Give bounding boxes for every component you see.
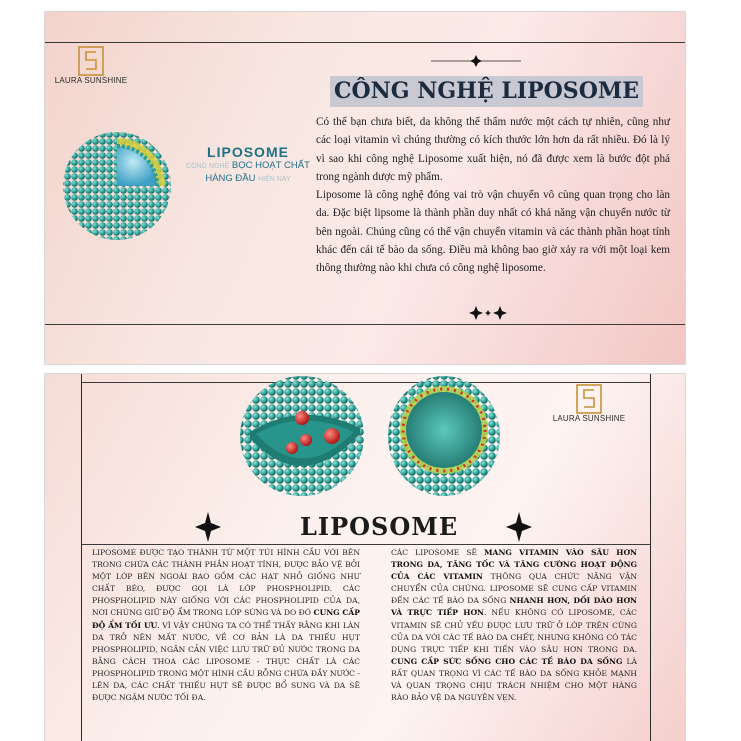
brand-name-2: LAURA SUNSHINE: [552, 414, 626, 423]
left-col-text-1: LIPOSOME ĐƯỢC TẠO THÀNH TỪ MỘT TÚI HÌNH CẦU VỚI BÊN TRONG CHỨA CÁC THÀNH PHẦN HOẠT TÍNH, ĐƯỢC BẢO VỆ BỞI MỘT LỚP BÊN NGOÀI BAO GỒM CÁC HẠT NHỎ GIỐNG NHƯ CHẤT BÉO, ĐƯỢC GỌI LÀ LỚP PHOSPHOLIPID. CÁC PHOSPHOLIPID NÀY GIỐNG VỚI CÁC PHOSPHOLIPID CỦA DA, NƠI CHÚNG GIỮ ĐỘ ẨM TRONG LỚP SỪNG VÀ DO ĐÓ: [92, 548, 360, 618]
left-col-bold-1: CUNG CẤP ĐỘ ẨM TỐI ƯU: [92, 608, 360, 630]
ornament-divider-icon: [431, 55, 521, 67]
caption-title: LIPOSOME: [207, 144, 289, 160]
brand-logo-icon: [78, 46, 104, 76]
liposome-caption: [153, 144, 343, 186]
right-col-bold-2: NHANH HƠN, DỒI DÀO HƠN VÀ TRỰC TIẾP HƠN: [391, 596, 638, 618]
sparkle-stars-icon: [469, 305, 507, 321]
intro-paragraph-1: Có thể bạn chưa biết, da không thể thẩm nước một cách tự nhiên, cũng như các loại vitamin vì chúng thường có kích thước lớn hơn da rất nhiều. Đó là lý vì sao khi công nghệ Liposome xuất hiện, nó đã được xem là bước đột phá trong ngành dược mỹ phẩm.: [316, 116, 670, 183]
bottom-divider: [45, 324, 685, 325]
right-frame-line: [650, 374, 651, 741]
caption-faint-2: HIỆN NAY: [258, 176, 291, 183]
laura-sunshine-logo: [51, 46, 131, 85]
right-col-text-3: . NẾU KHÔNG CÓ LIPOSOME, CÁC VITAMIN SẼ CHỦ YẾU ĐƯỢC LƯU TRỮ Ở LỚP TRÊN CÙNG CỦA DA VỚI CÁC TẾ BÀO DA CHẾT, NHƯNG KHÔNG CÓ TÁC DỤNG TRỰC TIẾP KHI TIẾN VÀO SÂU HƠN TRONG DA.: [391, 608, 637, 654]
left-col-text-2: . VÌ VẬY CHÚNG TA CÓ THỂ THẤY RẰNG KHI LÀN DA TRỞ NÊN MẤT NƯỚC, VỀ CƠ BẢN LÀ DA THIẾU HỤT PHOSPHOLIPID, NGĂN CẢN VIỆC LƯU TRỮ ĐỦ NƯỚC TRONG DA BẰNG CÁCH THOA CÁC LIPOSOME - THỰC CHẤT LÀ CÁC PHOSPHOLIPID TRONG MỘT HÌNH CẦU RỖNG CHỨA ĐẦY NƯỚC - LÊN DA, CÁC CHẤT THIẾU HỤT SẼ ĐƯỢC BỔ SUNG VÀ DA SẼ ĐƯỢC NGẬM NƯỚC TỐI ĐA.: [92, 620, 360, 703]
caption-line-1: BỌC HOẠT CHẤT: [231, 160, 310, 171]
right-col-text-1: CÁC LIPOSOME SẼ: [391, 548, 485, 557]
left-text-column: [92, 547, 360, 704]
caption-line-2: HÀNG ĐẦU: [205, 173, 256, 184]
liposome-sphere-cross-section: [384, 372, 504, 502]
right-col-text-2: THÔNG QUA CHỨC NĂNG VẬN CHUYỂN CỦA CHÚNG. LIPOSOME SẼ CUNG CẤP VITAMIN ĐẾN CÁC TẾ BÀO DA SỐNG: [391, 572, 638, 606]
right-col-text-4: LÀ RẤT QUAN TRỌNG VÌ CÁC TẾ BÀO DA SỐNG KHỎE MẠNH VÀ QUAN TRỌNG CHỊU TRÁCH NHIỆM CHO MỘT HÀNG RÀO BẢO VỆ DA NGUYÊN VẸN.: [391, 656, 637, 703]
right-text-column: [391, 547, 637, 704]
brand-name: LAURA SUNSHINE: [54, 76, 128, 85]
frame-mid-line: [81, 544, 651, 545]
sparkle-left-icon: [195, 512, 221, 542]
right-col-bold-3: CUNG CẤP SỨC SỐNG CHO CÁC TẾ BÀO DA SỐNG: [391, 656, 623, 666]
top-divider: [45, 42, 685, 43]
laura-sunshine-logo-2: [542, 384, 636, 423]
caption-faint-1: CÔNG NGHỆ: [186, 163, 230, 170]
brand-logo-icon-2: [576, 384, 602, 414]
intro-paragraph-2: Liposome là công nghệ đóng vai trò vận chuyển vô cùng quan trọng cho làn da. Đặc biệt lipsome là thành phần duy nhất có khả năng vận chuyển nước từ bên ngoài. Chúng cũng có thể vận chuyển vitamin và các thành phần hoạt tính khác đến cái tế bào da sống. Điều mà không bao giờ xảy ra với một loại kem thông thường nào khi chưa có công nghệ liposome.: [316, 189, 670, 275]
left-frame-line: [81, 374, 82, 741]
liposome-heading: LIPOSOME: [300, 512, 459, 541]
right-col-bold-1: MANG VITAMIN VÀO SÂU HƠN TRONG DA, TĂNG TỐC VÀ TĂNG CƯỜNG HOẠT ĐỘNG CỦA CÁC VITAMIN: [391, 548, 638, 582]
liposome-sphere-with-vitamins: [236, 372, 368, 502]
sparkle-right-icon: [506, 512, 532, 542]
page-title-cong-nghe: CÔNG NGHỆ LIPOSOME: [330, 76, 643, 107]
